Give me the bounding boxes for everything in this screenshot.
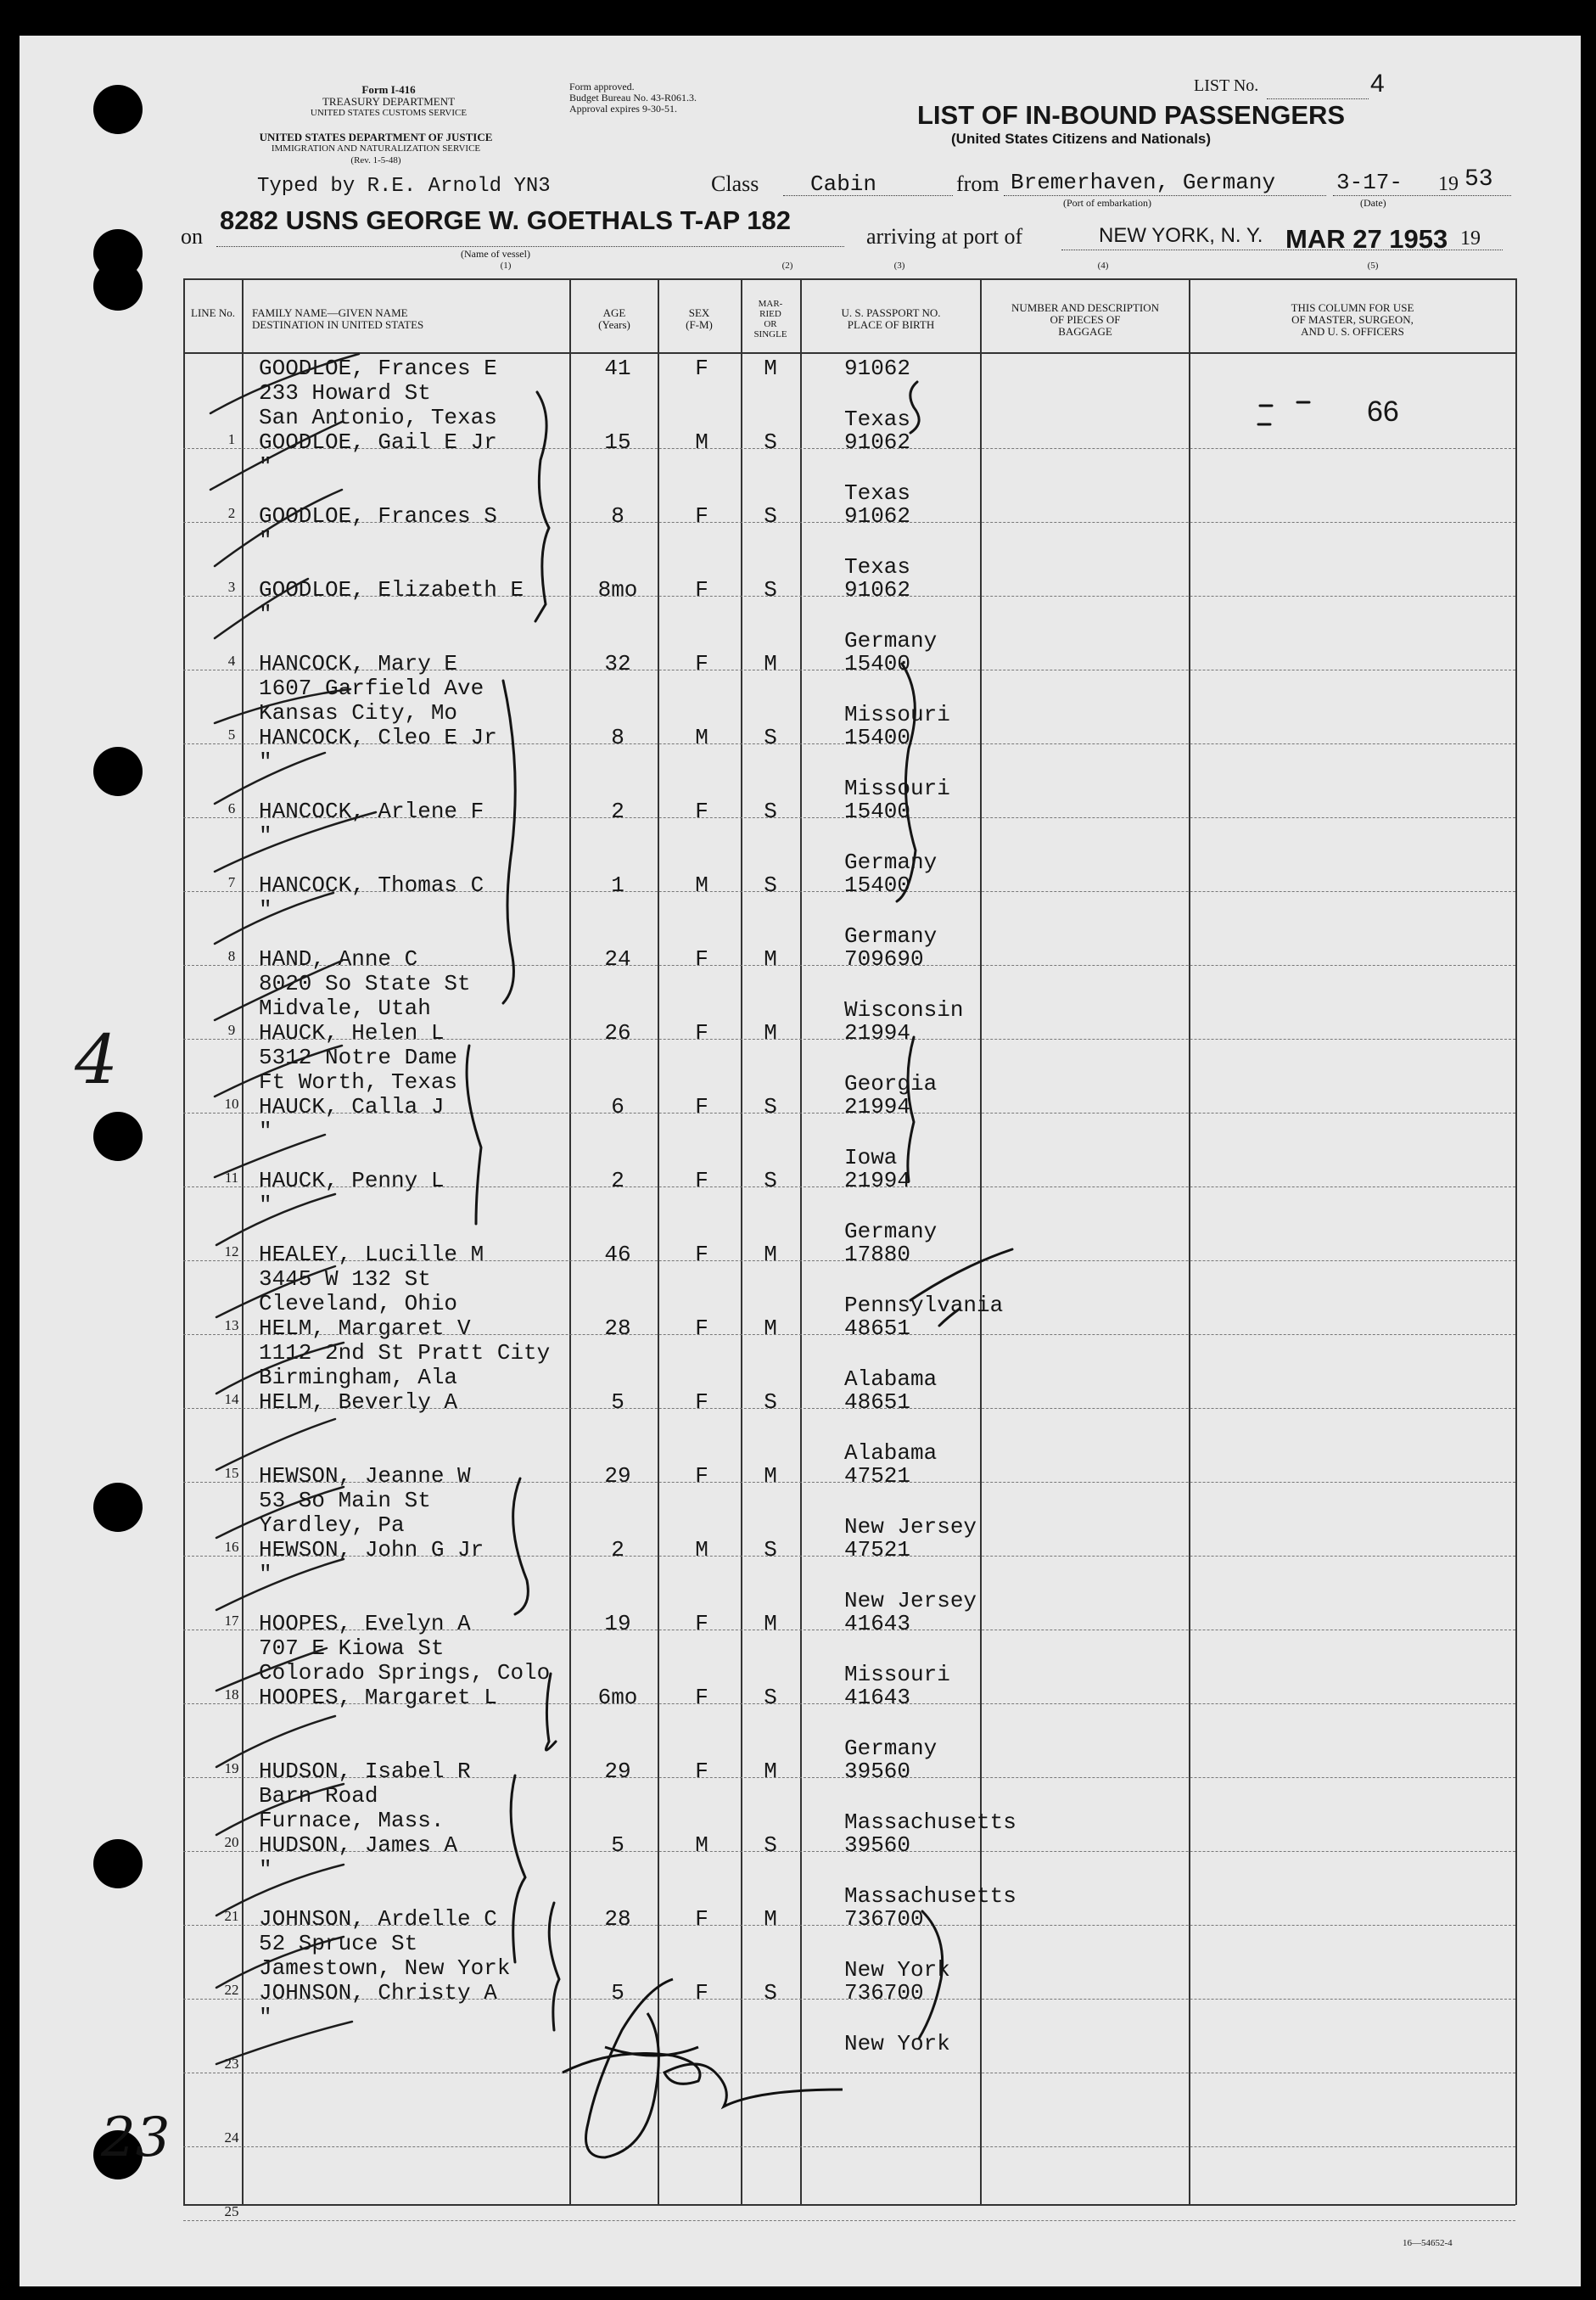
line-number: 4 <box>227 653 236 669</box>
passenger-birthplace: New York <box>844 2031 950 2056</box>
doj-title: UNITED STATES DEPARTMENT OF JUSTICE <box>259 131 493 143</box>
passenger-destination-line1: 707 E Kiowa St <box>259 1635 445 1661</box>
passenger-sex: F <box>695 1685 708 1710</box>
date-caption: (Date) <box>1360 197 1386 209</box>
line-number: 18 <box>224 1686 239 1703</box>
passenger-marital-status: M <box>764 356 777 381</box>
line-number: 12 <box>224 1243 239 1259</box>
passenger-destination-line2: Furnace, Mass. <box>259 1808 445 1833</box>
family-bracket <box>513 1478 529 1614</box>
arrival-stamp: MAR 27 1953 <box>1285 224 1448 254</box>
passenger-name: HAUCK, Penny L <box>259 1168 445 1193</box>
passenger-sex: F <box>695 1389 708 1415</box>
passenger-age: 32 <box>604 651 631 676</box>
passenger-name: GOODLOE, Gail E Jr <box>259 429 497 455</box>
passenger-sex: F <box>695 1094 708 1119</box>
passenger-sex: F <box>695 1168 708 1193</box>
passenger-age: 28 <box>604 1315 631 1341</box>
passenger-marital-status: S <box>764 1685 777 1710</box>
passenger-passport-no: 91062 <box>844 429 911 455</box>
passenger-passport-no: 47521 <box>844 1463 911 1489</box>
line-number: 11 <box>224 1170 239 1186</box>
passenger-passport-no: 15400 <box>844 872 911 898</box>
col-number-2: (2) <box>781 261 793 271</box>
passenger-marital-status: S <box>764 1832 777 1858</box>
passenger-sex: F <box>695 577 708 603</box>
passenger-age: 2 <box>611 1537 624 1562</box>
line-number: 10 <box>224 1096 239 1112</box>
passenger-destination-line1: 5312 Notre Dame <box>259 1045 458 1070</box>
line-number: 21 <box>224 1908 239 1924</box>
header-age: AGE (Years) <box>598 306 630 331</box>
dash-mark <box>1258 402 1309 424</box>
arrival-year-prefix: 19 <box>1460 227 1481 250</box>
header-officers: THIS COLUMN FOR USE OF MASTER, SURGEON, AND U. S. OFFICERS <box>1291 301 1414 338</box>
arriving-label: arriving at port of <box>866 224 1023 249</box>
budget-bureau: Budget Bureau No. 43-R061.3. <box>569 92 697 104</box>
class-value: Cabin <box>810 171 877 197</box>
vessel-name: 8282 USNS GEORGE W. GOETHALS T-AP 182 <box>220 205 792 235</box>
passenger-birthplace: New Jersey <box>844 1514 977 1540</box>
passenger-birthplace: Iowa <box>844 1145 898 1170</box>
passenger-age: 5 <box>611 1832 624 1858</box>
passenger-marital-status: S <box>764 1980 777 2005</box>
passenger-birthplace: Germany <box>844 628 938 654</box>
passenger-sex: F <box>695 1611 708 1636</box>
passenger-passport-no: 15400 <box>844 799 911 824</box>
passenger-sex: M <box>695 1832 708 1858</box>
list-no-label: LIST No. <box>1194 76 1259 95</box>
family-bracket <box>511 1775 525 1962</box>
passenger-marital-status: M <box>764 1611 777 1636</box>
passenger-name: GOODLOE, Frances S <box>259 503 497 529</box>
passenger-destination-line2: Midvale, Utah <box>259 996 431 1021</box>
passenger-passport-no: 21994 <box>844 1094 911 1119</box>
passenger-marital-status: S <box>764 799 777 824</box>
year-prefix: 19 <box>1438 173 1459 195</box>
passenger-age: 1 <box>611 872 624 898</box>
passenger-sex: F <box>695 1759 708 1784</box>
passenger-passport-no: 736700 <box>844 1980 924 2005</box>
passenger-birthplace: Germany <box>844 1219 938 1244</box>
passenger-passport-no: 48651 <box>844 1389 911 1415</box>
passenger-birthplace: Texas <box>844 480 911 506</box>
passenger-name: HAND, Anne C <box>259 946 418 972</box>
passenger-name: JOHNSON, Christy A <box>259 1980 497 2005</box>
list-no-value: 4 <box>1370 70 1385 98</box>
passenger-passport-no: 21994 <box>844 1168 911 1193</box>
passenger-birthplace: New York <box>844 1957 950 1983</box>
passenger-passport-no: 91062 <box>844 356 911 381</box>
passenger-marital-status: M <box>764 1315 777 1341</box>
passenger-birthplace: Georgia <box>844 1071 938 1097</box>
check-mark <box>939 1309 960 1326</box>
passenger-age: 28 <box>604 1906 631 1932</box>
passenger-age: 29 <box>604 1463 631 1489</box>
passenger-birthplace: Alabama <box>844 1440 938 1466</box>
line-number: 19 <box>224 1760 239 1776</box>
line-number: 15 <box>224 1465 239 1481</box>
passenger-sex: F <box>695 1315 708 1341</box>
form-revision: (Rev. 1-5-48) <box>350 155 401 165</box>
passenger-sex: F <box>695 1242 708 1267</box>
passenger-birthplace: Missouri <box>844 776 950 801</box>
passenger-marital-status: S <box>764 1168 777 1193</box>
passenger-sex: F <box>695 356 708 381</box>
officer-note: 66 <box>1367 395 1399 428</box>
passenger-destination-line1: " <box>259 897 272 923</box>
passenger-sex: M <box>695 725 708 750</box>
manifest-page <box>20 36 1581 2286</box>
officer-signature <box>563 1979 843 2157</box>
passenger-sex: M <box>695 872 708 898</box>
treasury-dept: TREASURY DEPARTMENT <box>322 95 456 108</box>
passenger-passport-no: 15400 <box>844 725 911 750</box>
passenger-passport-no: 21994 <box>844 1020 911 1046</box>
passenger-sex: M <box>695 1537 708 1562</box>
passenger-passport-no: 736700 <box>844 1906 924 1932</box>
line-number: 1 <box>227 431 236 447</box>
passenger-passport-no: 91062 <box>844 503 911 529</box>
arrival-port: NEW YORK, N. Y. <box>1099 224 1263 247</box>
passenger-marital-status: M <box>764 1463 777 1489</box>
passenger-passport-no: 39560 <box>844 1832 911 1858</box>
passenger-passport-no: 41643 <box>844 1685 911 1710</box>
passenger-name: HEWSON, John G Jr <box>259 1537 484 1562</box>
passenger-destination-line1: 53 So Main St <box>259 1488 431 1513</box>
passenger-name: HEWSON, Jeanne W <box>259 1463 471 1489</box>
passenger-name: HELM, Beverly A <box>259 1389 458 1415</box>
passenger-birthplace: Alabama <box>844 1366 938 1392</box>
passenger-destination-line1: 8020 So State St <box>259 971 471 996</box>
passenger-sex: F <box>695 503 708 529</box>
header-sex: SEX (F-M) <box>686 306 713 331</box>
passenger-passport-no: 48651 <box>844 1315 911 1341</box>
passenger-name: HANCOCK, Cleo E Jr <box>259 725 497 750</box>
passenger-destination-line2: Colorado Springs, Colo <box>259 1660 551 1686</box>
passenger-age: 2 <box>611 1168 624 1193</box>
passenger-destination-line1: " <box>259 1562 272 1587</box>
passenger-passport-no: 47521 <box>844 1537 911 1562</box>
line-number: 7 <box>227 874 236 890</box>
passenger-destination-line1: " <box>259 823 272 849</box>
passenger-sex: F <box>695 1463 708 1489</box>
passenger-destination-line1: 1607 Garfield Ave <box>259 676 484 701</box>
passenger-marital-status: S <box>764 1094 777 1119</box>
passenger-marital-status: M <box>764 1906 777 1932</box>
passenger-marital-status: M <box>764 946 777 972</box>
passenger-destination-line2: Jamestown, New York <box>259 1955 511 1981</box>
line-number: 13 <box>224 1317 239 1333</box>
vessel-caption: (Name of vessel) <box>461 248 530 260</box>
passenger-destination-line1: " <box>259 1192 272 1218</box>
margin-note-23: 23 <box>101 2106 171 2169</box>
passenger-name: HOOPES, Evelyn A <box>259 1611 471 1636</box>
line-number: 6 <box>227 800 236 816</box>
passenger-birthplace: Texas <box>844 407 911 432</box>
passenger-passport-no: 41643 <box>844 1611 911 1636</box>
line-number: 16 <box>224 1539 239 1555</box>
margin-note-4: 4 <box>75 1020 118 1099</box>
passenger-destination-line1: 1112 2nd St Pratt City <box>259 1340 551 1366</box>
passenger-marital-status: S <box>764 1537 777 1562</box>
passenger-age: 8mo <box>597 577 638 603</box>
passenger-age: 46 <box>604 1242 631 1267</box>
ins-title: IMMIGRATION AND NATURALIZATION SERVICE <box>271 143 481 154</box>
passenger-birthplace: Missouri <box>844 1662 950 1687</box>
passenger-destination-line1: " <box>259 454 272 480</box>
passenger-age: 6 <box>611 1094 624 1119</box>
col-number-5: (5) <box>1367 261 1379 271</box>
passenger-passport-no: 91062 <box>844 577 911 603</box>
passenger-birthplace: New Jersey <box>844 1588 977 1613</box>
passenger-passport-no: 39560 <box>844 1759 911 1784</box>
passenger-name: HUDSON, Isabel R <box>259 1759 471 1784</box>
form-number: Form I-416 <box>361 83 416 96</box>
passenger-marital-status: M <box>764 1020 777 1046</box>
passenger-sex: F <box>695 1020 708 1046</box>
passenger-destination-line1: " <box>259 602 272 627</box>
passenger-age: 6mo <box>597 1685 638 1710</box>
passenger-sex: F <box>695 1906 708 1932</box>
class-label: Class <box>711 171 759 196</box>
customs-service: UNITED STATES CUSTOMS SERVICE <box>310 108 468 118</box>
header-passport: U. S. PASSPORT NO. PLACE OF BIRTH <box>841 306 941 331</box>
footer-code: 16—54652-4 <box>1403 2238 1453 2248</box>
handwritten-marks <box>20 36 1581 2286</box>
passenger-destination-line2: Cleveland, Ohio <box>259 1291 458 1316</box>
passenger-name: HAUCK, Helen L <box>259 1020 445 1046</box>
line-number: 9 <box>227 1022 236 1038</box>
from-label: from <box>956 171 1000 196</box>
passenger-destination-line2: Yardley, Pa <box>259 1512 405 1538</box>
passenger-destination-line2: Ft Worth, Texas <box>259 1069 458 1095</box>
passenger-birthplace: Germany <box>844 850 938 875</box>
line-number: 25 <box>224 2203 239 2219</box>
passenger-name: HANCOCK, Mary E <box>259 651 458 676</box>
year-value: 53 <box>1464 166 1493 193</box>
passenger-name: JOHNSON, Ardelle C <box>259 1906 497 1932</box>
from-value: Bremerhaven, Germany <box>1011 170 1276 195</box>
passenger-marital-status: M <box>764 1242 777 1267</box>
port-embark-caption: (Port of embarkation) <box>1063 197 1151 209</box>
passenger-marital-status: S <box>764 503 777 529</box>
passenger-age: 5 <box>611 1980 624 2005</box>
col-number-3: (3) <box>893 261 905 271</box>
passenger-destination-line1: " <box>259 749 272 775</box>
passenger-age: 19 <box>604 1611 631 1636</box>
passenger-destination-line1: 233 Howard St <box>259 380 431 406</box>
typed-by: Typed by R.E. Arnold YN3 <box>257 175 551 198</box>
passenger-birthplace: Germany <box>844 923 938 949</box>
passenger-age: 29 <box>604 1759 631 1784</box>
passenger-name: HELM, Margaret V <box>259 1315 471 1341</box>
header-name: FAMILY NAME—GIVEN NAME DESTINATION IN UNITED STATES <box>252 306 424 331</box>
passenger-destination-line1: " <box>259 1119 272 1144</box>
passenger-birthplace: Massachusetts <box>844 1883 1016 1909</box>
passenger-sex: M <box>695 429 708 455</box>
passenger-name: HOOPES, Margaret L <box>259 1685 497 1710</box>
passenger-destination-line1: " <box>259 528 272 553</box>
passenger-destination-line2: Kansas City, Mo <box>259 700 458 726</box>
passenger-marital-status: M <box>764 1759 777 1784</box>
passenger-destination-line2: Birmingham, Ala <box>259 1365 458 1390</box>
passenger-name: HANCOCK, Arlene F <box>259 799 484 824</box>
line-number: 5 <box>227 726 236 743</box>
passenger-sex: F <box>695 651 708 676</box>
header-baggage: NUMBER AND DESCRIPTION OF PIECES OF BAGGAGE <box>1011 301 1160 338</box>
passenger-marital-status: S <box>764 577 777 603</box>
family-bracket <box>549 1903 559 2030</box>
approval-expires: Approval expires 9-30-51. <box>569 103 677 115</box>
on-label: on <box>181 224 203 249</box>
passenger-passport-no: 17880 <box>844 1242 911 1267</box>
passenger-sex: F <box>695 799 708 824</box>
passenger-name: HUDSON, James A <box>259 1832 458 1858</box>
line-number: 8 <box>227 948 236 964</box>
passenger-age: 5 <box>611 1389 624 1415</box>
passenger-sex: F <box>695 946 708 972</box>
form-approved: Form approved. <box>569 81 635 93</box>
passenger-destination-line1: 3445 W 132 St <box>259 1266 431 1292</box>
passenger-birthplace: Massachusetts <box>844 1809 1016 1835</box>
passenger-marital-status: S <box>764 725 777 750</box>
header-line-no: LINE No. <box>191 306 235 319</box>
family-bracket <box>908 1037 914 1181</box>
family-bracket <box>503 681 515 1003</box>
passenger-marital-status: S <box>764 1389 777 1415</box>
family-bracket <box>535 392 549 621</box>
passenger-age: 2 <box>611 799 624 824</box>
passenger-destination-line2: San Antonio, Texas <box>259 405 497 430</box>
passenger-destination-line1: " <box>259 1857 272 1882</box>
passenger-sex: F <box>695 1980 708 2005</box>
passenger-marital-status: S <box>764 429 777 455</box>
family-bracket <box>919 1911 943 2039</box>
col-number-4: (4) <box>1097 261 1109 271</box>
passenger-birthplace: Wisconsin <box>844 997 964 1023</box>
tick-marks <box>210 354 376 2064</box>
line-number: 17 <box>224 1613 239 1629</box>
passenger-destination-line1: " <box>259 2005 272 2030</box>
manifest-subtitle: (United States Citizens and Nationals) <box>951 131 1212 147</box>
passenger-age: 8 <box>611 503 624 529</box>
passenger-birthplace: Missouri <box>844 702 950 727</box>
passenger-age: 15 <box>604 429 631 455</box>
passenger-age: 24 <box>604 946 631 972</box>
passenger-age: 41 <box>604 356 631 381</box>
line-number: 22 <box>224 1982 239 1998</box>
line-number: 23 <box>224 2056 239 2072</box>
passenger-destination-line1: 52 Spruce St <box>259 1931 418 1956</box>
line-number: 2 <box>227 505 236 521</box>
passenger-name: GOODLOE, Frances E <box>259 356 497 381</box>
passenger-passport-no: 709690 <box>844 946 924 972</box>
line-number: 14 <box>224 1391 239 1407</box>
check-mark <box>910 1249 1012 1300</box>
passenger-marital-status: S <box>764 872 777 898</box>
passenger-name: HEALEY, Lucille M <box>259 1242 484 1267</box>
passenger-name: HANCOCK, Thomas C <box>259 872 484 898</box>
passenger-passport-no: 15400 <box>844 651 911 676</box>
passenger-marital-status: M <box>764 651 777 676</box>
header-married: MAR- RIED OR SINGLE <box>753 299 787 339</box>
passenger-age: 8 <box>611 725 624 750</box>
passenger-name: HAUCK, Calla J <box>259 1094 445 1119</box>
family-bracket <box>546 1674 556 1750</box>
col-number-1: (1) <box>500 261 512 271</box>
line-number: 24 <box>224 2129 239 2146</box>
passenger-birthplace: Germany <box>844 1736 938 1761</box>
passenger-age: 26 <box>604 1020 631 1046</box>
line-number: 20 <box>224 1834 239 1850</box>
family-bracket <box>467 1046 481 1224</box>
passenger-birthplace: Texas <box>844 554 911 580</box>
passenger-birthplace: Pennsylvania <box>844 1293 1004 1318</box>
passenger-destination-line1: Barn Road <box>259 1783 378 1809</box>
manifest-title: LIST OF IN-BOUND PASSENGERS <box>917 100 1346 130</box>
family-bracket <box>910 382 919 433</box>
passenger-name: GOODLOE, Elizabeth E <box>259 577 524 603</box>
family-bracket <box>897 664 916 901</box>
date-value: 3-17- <box>1336 170 1403 195</box>
line-number: 3 <box>227 579 236 595</box>
